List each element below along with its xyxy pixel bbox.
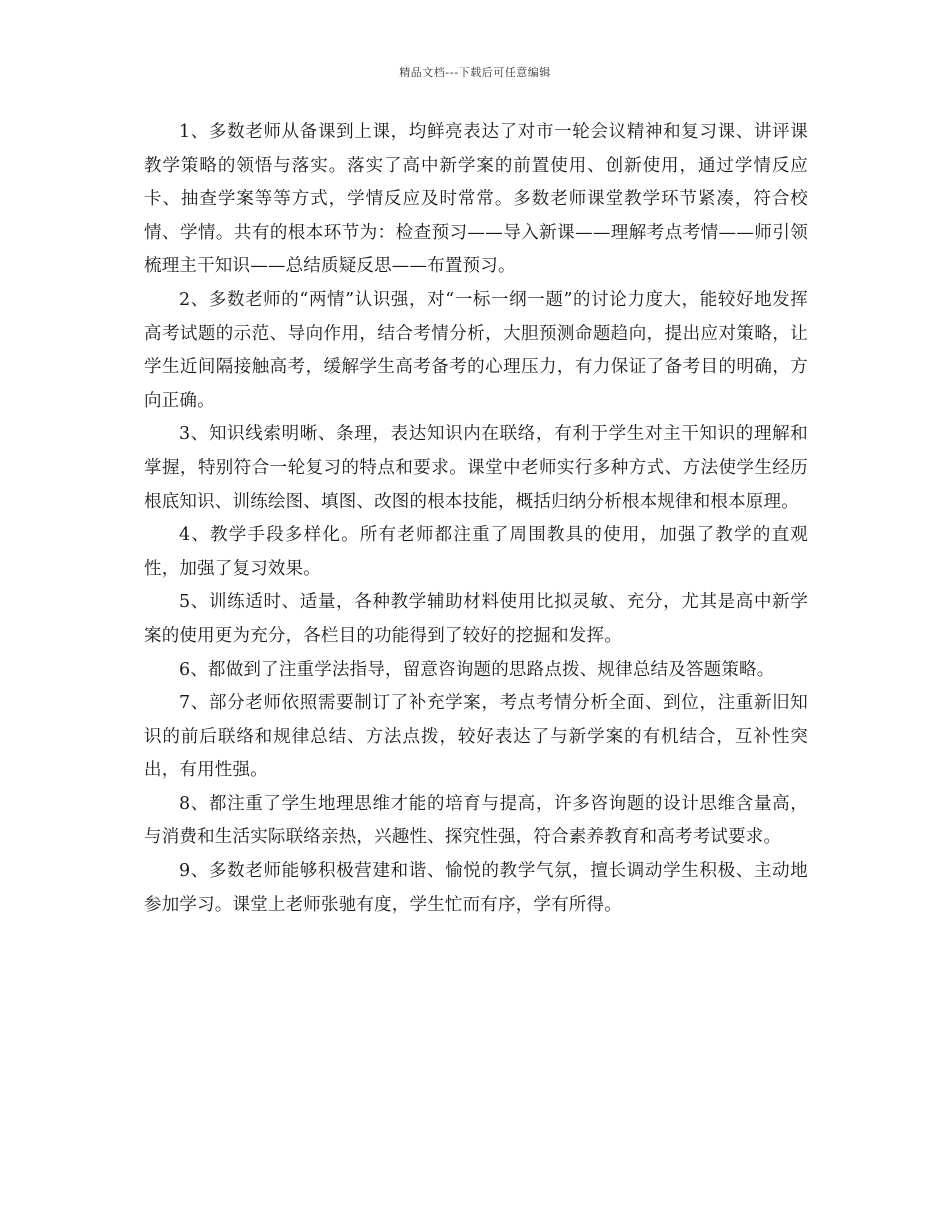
paragraph-3: 3、知识线索明晰、条理，表达知识内在联络，有利于学生对主干知识的理解和掌握，特别符合一轮复习的特点和要求。课堂中老师实行多种方式、方法使学生经历根底知识、训练绘图、填图、改图的根本技能，概括归纳分析根本规律和根本原理。 — [144, 424, 808, 512]
document-body — [144, 116, 808, 922]
paragraph-5: 5、训练适时、适量，各种教学辅助材料使用比拟灵敏、充分，尤其是高中新学案的使用更为充分，各栏目的功能得到了较好的挖掘和发挥。 — [144, 592, 808, 646]
paragraph-7: 7、部分老师依照需要制订了补充学案，考点考情分析全面、到位，注重新旧知识的前后联络和规律总结、方法点拨，较好表达了与新学案的有机结合，互补性突出，有用性强。 — [144, 693, 808, 781]
page-header: 精品文档---下载后可任意编辑 — [399, 66, 551, 79]
paragraph-9: 9、多数老师能够积极营建和谐、愉悦的教学气氛，擅长调动学生积极、主动地参加学习。课堂上老师张驰有度，学生忙而有序，学有所得。 — [144, 861, 808, 915]
paragraph-1: 1、多数老师从备课到上课，均鲜亮表达了对市一轮会议精神和复习课、讲评课教学策略的领悟与落实。落实了高中新学案的前置使用、创新使用，通过学情反应卡、抽查学案等等方式，学情反应及时常常。多数老师课堂教学环节紧凑，符合校情、学情。共有的根本环节为：检查预习——导入新课——理解考点考情——师引领梳理主干知识——总结质疑反思——布置预习。 — [144, 122, 808, 277]
paragraph-4: 4、教学手段多样化。所有老师都注重了周围教具的使用，加强了教学的直观性，加强了复习效果。 — [144, 525, 808, 579]
paragraph-2: 2、多数老师的“两情”认识强，对“一标一纲一题”的讨论力度大，能较好地发挥高考试题的示范、导向作用，结合考情分析，大胆预测命题趋向，提出应对策略，让学生近间隔接触高考，缓解学生高考备考的心理压力，有力保证了备考目的明确，方向正确。 — [144, 289, 808, 411]
paragraph-6: 6、都做到了注重学法指导，留意咨询题的思路点拨、规律总结及答题策略。 — [179, 659, 775, 680]
paragraph-8: 8、都注重了学生地理思维才能的培育与提高，许多咨询题的设计思维含量高，与消费和生活实际联络亲热，兴趣性、探究性强，符合素养教育和高考考试要求。 — [144, 793, 808, 848]
